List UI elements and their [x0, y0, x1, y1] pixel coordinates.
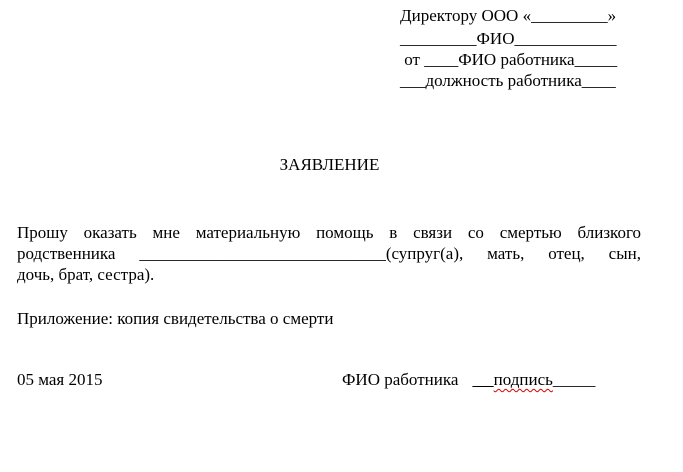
attachment-note: Приложение: копия свидетельства о смерти: [17, 309, 334, 328]
body-line-3: дочь, брат, сестра).: [17, 265, 155, 284]
sender-position-line: ___должность работника____: [400, 71, 616, 90]
document-title: [0, 155, 683, 175]
addressee-line: Директору ООО «_________»: [400, 6, 617, 25]
addressee-name-line: _________ФИО____________: [400, 29, 617, 48]
signature-word: подпись: [493, 370, 553, 389]
sender-line: от ____ФИО работника_____: [400, 50, 618, 69]
document-date: 05 мая 2015: [17, 370, 103, 389]
signature-lead: [472, 370, 493, 389]
signature-tail: _____: [552, 370, 596, 389]
signer-name: ФИО работника: [342, 370, 459, 389]
document-title-text: ЗАЯВЛЕНИЕ: [279, 155, 380, 174]
body-line-1: Прошу оказать мне материальную помощь в связи со смертью близкого: [17, 223, 641, 242]
signature-block: [342, 370, 595, 390]
body-line-2: родственника _____________________________(супруг(а), мать, отец, сын,: [17, 244, 641, 263]
